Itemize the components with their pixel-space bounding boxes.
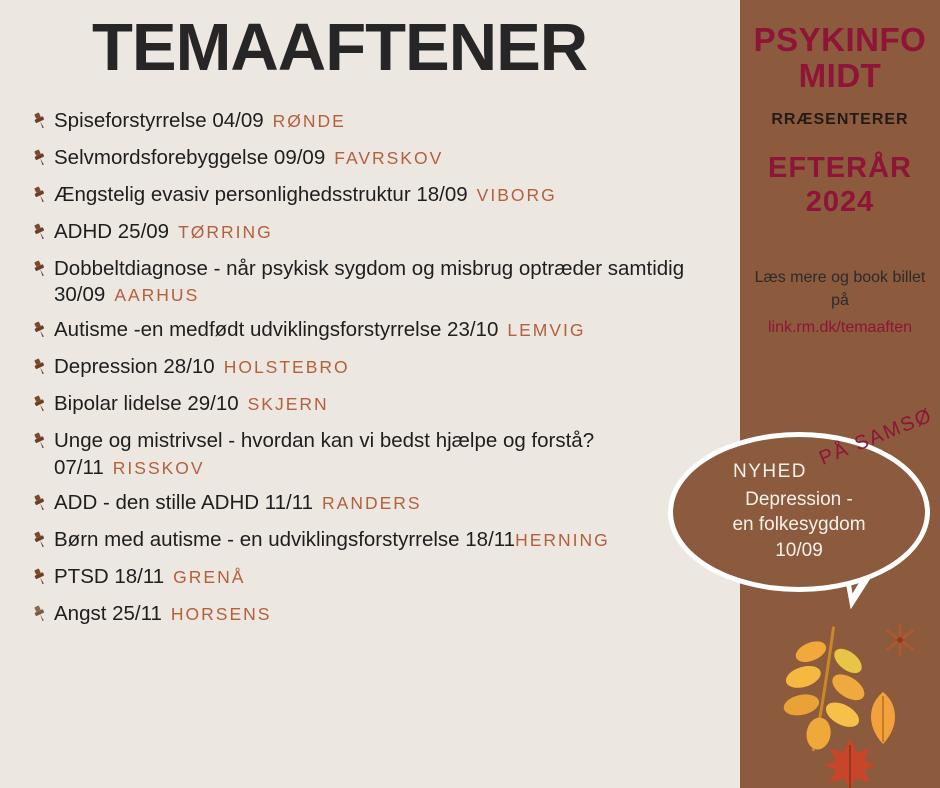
- list-item: [26, 354, 741, 382]
- list-item-body: [54, 428, 741, 480]
- list-item-body: [54, 108, 741, 134]
- event-city: SKJERN: [247, 394, 329, 415]
- pushpin-icon: [26, 530, 54, 555]
- list-item: [26, 564, 741, 592]
- event-title: PTSD 18/11: [54, 564, 165, 588]
- news-bubble: [668, 404, 937, 632]
- brand-name: [740, 22, 940, 95]
- list-item: [26, 317, 741, 345]
- event-title: Ængstelig evasiv personlighedsstruktur 18/09: [54, 183, 468, 206]
- season-line-2: 2024: [805, 186, 875, 219]
- event-city: HOLSTEBRO: [223, 357, 350, 378]
- pushpin-icon: [26, 604, 54, 629]
- pushpin-icon: [26, 111, 54, 136]
- event-city: RISSKOV: [112, 457, 205, 478]
- brand-line-1: PSYKINFO: [753, 21, 927, 58]
- list-item: [26, 145, 741, 173]
- list-item-body: [54, 354, 741, 380]
- event-title: Spiseforstyrrelse 04/09: [54, 109, 264, 132]
- pushpin-icon: [26, 320, 54, 345]
- list-item-body: [54, 564, 741, 590]
- list-item: [26, 182, 741, 210]
- season-line-1: EFTERÅR: [768, 151, 912, 184]
- event-title: ADHD 25/09: [54, 220, 170, 243]
- event-city: FAVRSKOV: [334, 148, 444, 168]
- event-city: HERNING: [515, 529, 610, 550]
- island-label: PÅ SAMSØ: [816, 404, 937, 470]
- pushpin-icon: [26, 259, 54, 284]
- bubble-line-1: Depression -: [745, 488, 853, 510]
- list-item: [26, 527, 741, 555]
- pushpin-icon: [26, 431, 54, 456]
- event-city: TØRRING: [178, 222, 273, 242]
- list-item-body: [54, 182, 741, 208]
- pushpin-icon: [26, 394, 54, 419]
- pushpin-icon: [26, 222, 54, 247]
- list-item: [26, 428, 741, 480]
- event-list: [26, 108, 741, 638]
- event-title: Dobbeltdiagnose - når psykisk sygdom og misbrug optræder samtidig 30/09: [54, 257, 685, 307]
- list-item-body: [54, 601, 741, 627]
- pushpin-icon: [26, 148, 54, 173]
- event-title: Bipolar lidelse 29/10: [54, 392, 239, 416]
- event-city: HORSENS: [170, 603, 272, 624]
- list-item: [26, 108, 741, 136]
- event-title: Autisme -en medfødt udviklingsforstyrrelse 23/10: [54, 318, 499, 342]
- bubble-line-2: en folkesygdom: [732, 514, 866, 536]
- event-title: Depression 28/10: [54, 355, 215, 379]
- pushpin-icon: [26, 567, 54, 592]
- event-city: RANDERS: [322, 492, 422, 513]
- pushpin-icon: [26, 357, 54, 382]
- event-city: VIBORG: [476, 185, 557, 205]
- list-item: [26, 490, 741, 518]
- event-city: RØNDE: [272, 111, 346, 131]
- list-item: [26, 256, 741, 308]
- list-item-body: [54, 256, 741, 308]
- news-badge: NYHED: [732, 460, 807, 482]
- event-title: Unge og mistrivsel - hvordan kan vi bedst hjælpe og forstå? 07/11: [54, 429, 595, 479]
- season-label: [740, 151, 940, 221]
- list-item-body: [54, 490, 741, 516]
- list-item: [26, 601, 741, 629]
- event-title: Angst 25/11: [54, 601, 162, 625]
- list-item-body: [54, 527, 741, 553]
- list-item-body: [54, 317, 741, 343]
- event-city: GRENÅ: [173, 566, 246, 587]
- list-item: [26, 391, 741, 419]
- list-item: [26, 219, 741, 247]
- list-item-body: [54, 391, 741, 417]
- maple-leaf-icon: [820, 735, 880, 788]
- event-title: Børn med autisme - en udviklingsforstyrrelse 18/11: [54, 527, 516, 551]
- list-item-body: [54, 219, 741, 245]
- presents-label: RRÆSENTERER: [771, 110, 909, 128]
- event-title: ADD - den stille ADHD 11/11: [54, 490, 314, 514]
- bubble-content: [668, 432, 930, 592]
- pushpin-icon: [26, 493, 54, 518]
- event-title: Selvmordsforebyggelse 09/09: [54, 146, 326, 169]
- booking-info-text: Læs mere og book billet på: [754, 269, 926, 310]
- event-city: LEMVIG: [507, 320, 586, 341]
- page-title: TEMAAFTENER: [92, 10, 588, 85]
- brand-line-2: MIDT: [798, 57, 882, 95]
- list-item-body: [54, 145, 741, 171]
- event-city: AARHUS: [114, 285, 200, 306]
- pushpin-icon: [26, 185, 54, 210]
- booking-link[interactable]: link.rm.dk/temaaften: [767, 318, 913, 336]
- bubble-line-3: 10/09: [775, 539, 823, 561]
